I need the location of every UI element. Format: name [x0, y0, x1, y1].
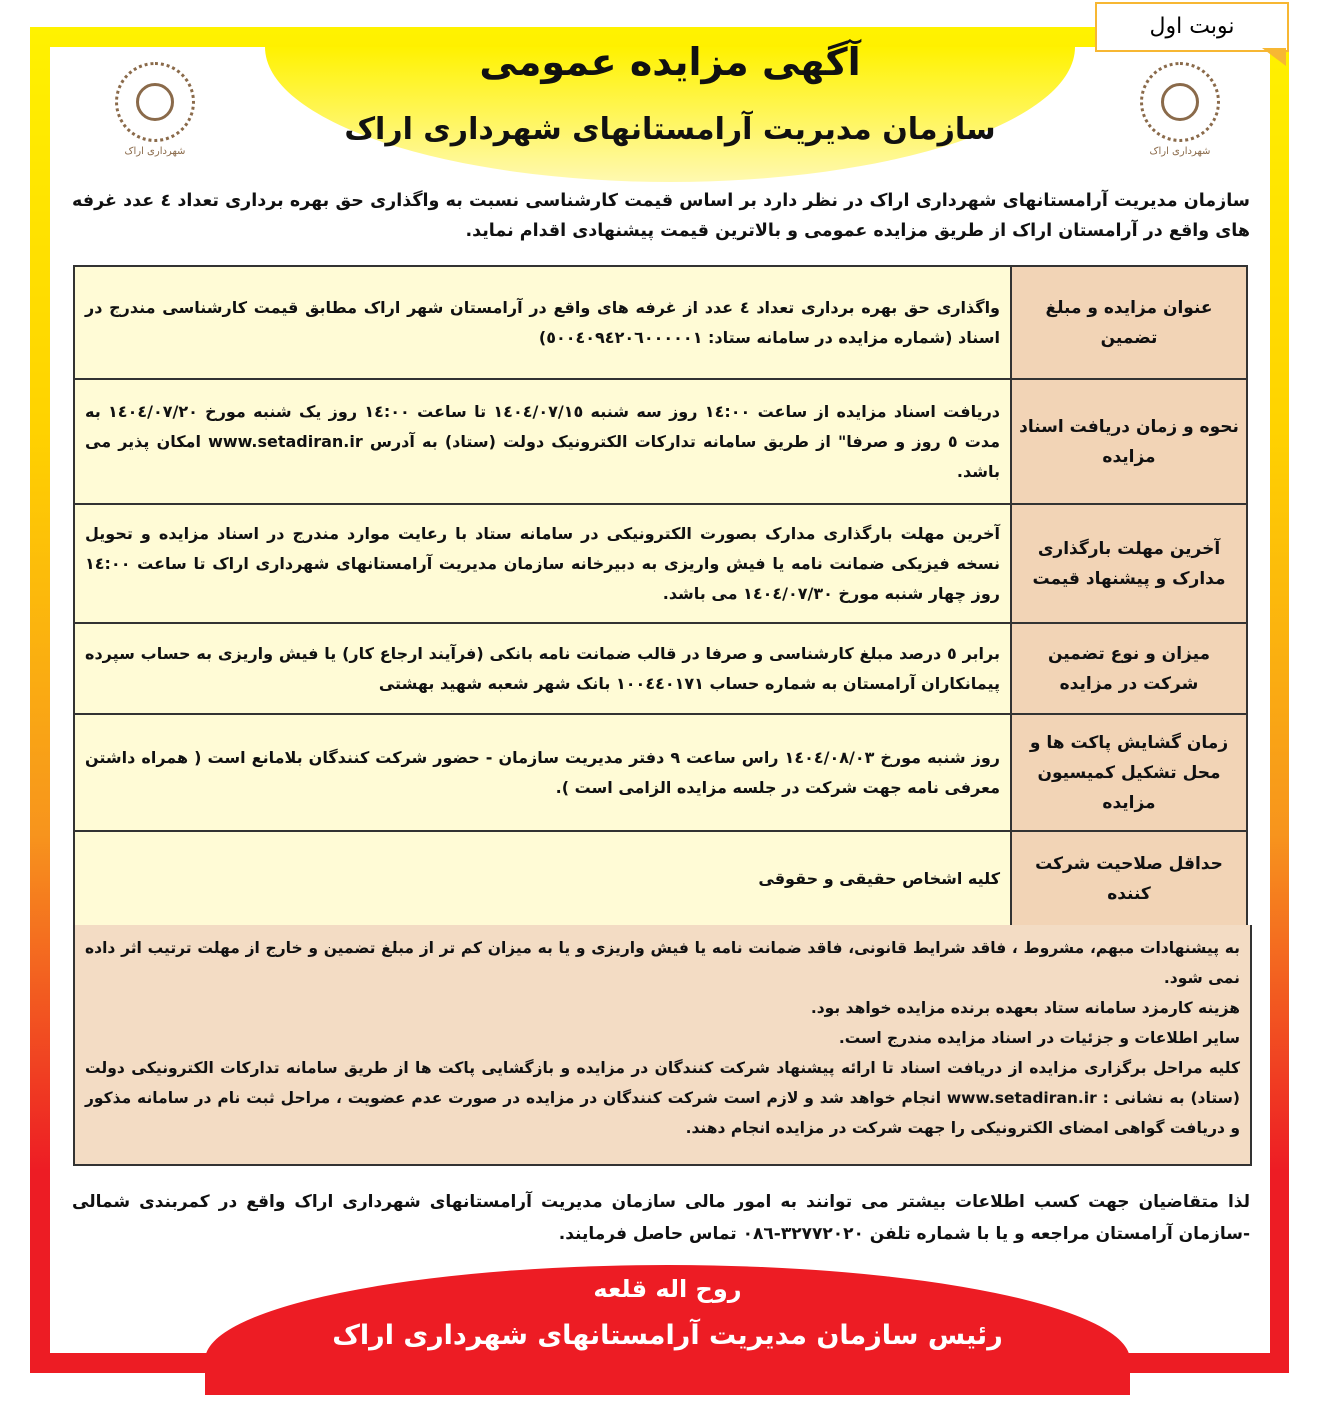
row-label: میزان و نوع تضمین شرکت در مزایده — [1011, 623, 1247, 714]
note-item: به پیشنهادات مبهم، مشروط ، فاقد شرایط قانونی، فاقد ضمانت نامه یا فیش واریزی و یا به میزان کم تر از مبلغ تضمین و خارج از مهلت ترتیب اثر داده نمی شود. — [85, 939, 1240, 987]
row-value: آخرین مهلت بارگذاری مدارک بصورت الکترونیکی در سامانه ستاد با رعایت موارد مندرج در اسناد مزایده و تحویل نسخه فیزیکی ضمانت نامه یا فیش واریزی به دبیرخانه سازمان مدیریت آرامستانهای شهرداری اراک تا ساعت ١٤:٠٠ روز چهار شنبه مورخ ١٤٠٤/٠٧/٣٠ می باشد. — [74, 504, 1011, 623]
logo-caption: شهرداری اراک — [124, 146, 186, 157]
organization-name: سازمان مدیریت آرامستانهای شهرداری اراک — [344, 112, 996, 147]
table-row — [74, 714, 1247, 831]
municipality-logo-right — [1130, 62, 1230, 162]
row-value: برابر ٥ درصد مبلغ کارشناسی و صرفا در قالب ضمانت نامه بانکی (فرآیند ارجاع کار) یا فیش واریزی به حساب سپرده پیمانکاران آرامستان به شماره حساب ١٠٠٤٤٠١٧١ بانک شهر شعبه شهید بهشتی — [74, 623, 1011, 714]
row-label: عنوان مزایده و مبلغ تضمین — [1011, 266, 1247, 379]
ad-title: آگهی مزایده عمومی — [479, 40, 861, 84]
logo-caption: شهرداری اراک — [1149, 146, 1211, 157]
table-row — [74, 831, 1247, 926]
row-label: زمان گشایش پاکت ها و محل تشکیل کمیسیون مزایده — [1011, 714, 1247, 831]
row-label: حداقل صلاحیت شرکت کننده — [1011, 831, 1247, 926]
table-row — [74, 266, 1247, 379]
seal-icon — [1140, 62, 1220, 142]
table-row — [74, 504, 1247, 623]
row-value: دریافت اسناد مزایده از ساعت ١٤:٠٠ روز سه شنبه ١٤٠٤/٠٧/١٥ تا ساعت ١٤:٠٠ روز یک شنبه مورخ ١٤٠٤/٠٧/٢٠ به مدت ٥ روز و صرفا" از طریق سامانه تدارکات الکترونیک دولت (ستاد) به آدرس www.setadiran.ir امکان پذیر می باشد. — [74, 379, 1011, 504]
table-row — [74, 379, 1247, 504]
note-item: هزینه کارمزد سامانه ستاد بعهده برنده مزایده خواهد بود. — [810, 999, 1240, 1017]
row-value: روز شنبه مورخ ١٤٠٤/٠٨/٠٣ راس ساعت ٩ دفتر مدیریت سازمان - حضور شرکت کنندگان بلامانع است ( همراه داشتن معرفی نامه جهت شرکت در جلسه مزایده الزامی است ). — [74, 714, 1011, 831]
edition-badge: نوبت اول — [1095, 2, 1289, 52]
note-item: سایر اطلاعات و جزئیات در اسناد مزایده مندرج است. — [838, 1029, 1240, 1047]
signatory-name: روح اله قلعه — [593, 1275, 742, 1303]
notes-box — [73, 925, 1252, 1166]
municipality-logo-left — [105, 62, 205, 162]
note-item: کلیه مراحل برگزاری مزایده از دریافت اسناد تا ارائه پیشنهاد شرکت کنندگان در مزایده و بازگشایی پاکت ها از طریق سامانه تدارکات الکترونیکی دولت (ستاد) به نشانی : www.setadiran.ir انجام خواهد شد و لازم است شرکت کنندگان در مزایده در صورت عدم عضویت ، مراحل ثبت نام در سامانه مذکور و دریافت گواهی امضای الکترونیکی را جهت شرکت در مزایده انجام دهند. — [85, 1059, 1240, 1137]
row-label: نحوه و زمان دریافت اسناد مزایده — [1011, 379, 1247, 504]
intro-paragraph: سازمان مدیریت آرامستانهای شهرداری اراک در نظر دارد بر اساس قیمت کارشناسی نسبت به واگذاری حق بهره برداری تعداد ٤ عدد غرفه های واقع در آرامستان اراک از طریق مزایده عمومی و بالاترین قیمت پیشنهادی اقدام نماید. — [72, 191, 1250, 241]
badge-tail — [1262, 48, 1286, 66]
row-value: واگذاری حق بهره برداری تعداد ٤ عدد از غرفه های واقع در آرامستان شهر اراک مطابق قیمت کارشناسی مندرج در اسناد (شماره مزایده در سامانه ستاد: ٥٠٠٤٠٩٤٢٠٦٠٠٠٠٠١) — [74, 266, 1011, 379]
table-row — [74, 623, 1247, 714]
seal-icon — [115, 62, 195, 142]
auction-details-table — [73, 265, 1248, 927]
signatory-title: رئیس سازمان مدیریت آرامستانهای شهرداری اراک — [332, 1320, 1003, 1351]
row-label: آخرین مهلت بارگذاری مدارک و پیشنهاد قیمت — [1011, 504, 1247, 623]
row-value: کلیه اشخاص حقیقی و حقوقی — [74, 831, 1011, 926]
contact-paragraph: لذا متقاضیان جهت کسب اطلاعات بیشتر می توانند به امور مالی سازمان مدیریت آرامستانهای شهرداری اراک واقع در کمربندی شمالی -سازمان آرامستان مراجعه و یا با شماره تلفن ٣٢٧٧٢٠٢٠-٠٨٦ تماس حاصل فرمایند. — [72, 1192, 1250, 1244]
